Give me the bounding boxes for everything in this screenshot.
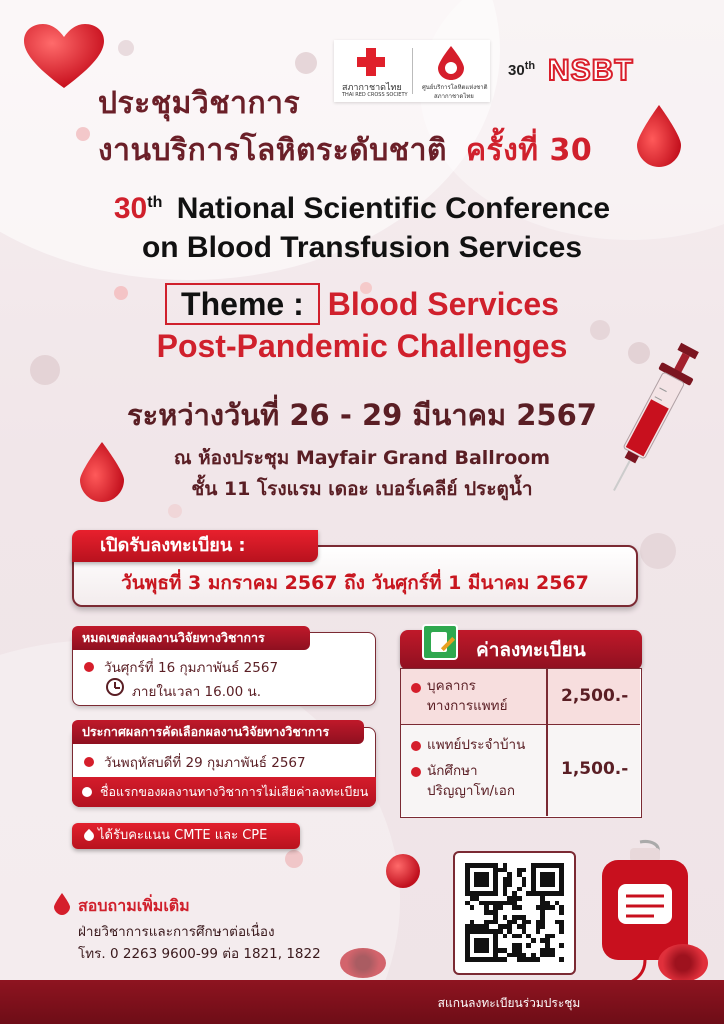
contact-dept: ฝ่ายวิชาการและการศึกษาต่อเนื่อง — [78, 924, 275, 940]
logo-box — [334, 40, 490, 102]
announce-date: วันพฤหัสบดีที่ 29 กุมภาพันธ์ 2567 — [104, 755, 306, 771]
bubble-decoration — [285, 850, 303, 868]
venue-line2: ชั้น 11 โรงแรม เดอะ เบอร์เคลีย์ ประตูน้ำ — [191, 478, 533, 500]
title-en-line2: on Blood Transfusion Services — [141, 231, 583, 264]
blood-drop-icon — [637, 105, 681, 167]
title-th-line2 — [98, 127, 592, 174]
contact-phone: โทร. 0 2263 9600-99 ต่อ 1821, 1822 — [78, 946, 321, 962]
blood-cell-ball — [386, 854, 420, 888]
bubble-decoration — [640, 533, 676, 569]
fee-row2-label-a: แพทย์ประจำบ้าน — [427, 737, 526, 753]
bullet-icon — [411, 683, 421, 693]
venue-line1: ณ ห้องประชุม Mayfair Grand Ballroom — [173, 447, 551, 469]
blood-drop-icon — [80, 442, 124, 502]
bubble-decoration — [76, 127, 90, 141]
qr-code[interactable] — [453, 851, 576, 975]
title-en-number: 30 — [113, 192, 148, 225]
bullet-icon — [411, 741, 421, 751]
clock-icon — [106, 678, 124, 696]
org-name-th: สภากาชาดไทย — [342, 83, 402, 93]
deadline-date: วันศุกร์ที่ 16 กุมภาพันธ์ 2567 — [104, 660, 279, 676]
registration-dates: วันพุธที่ 3 มกราคม 2567 ถึง วันศุกร์ที่ 1 มีนาคม 2567 — [121, 572, 589, 594]
cmte-badge — [72, 823, 300, 849]
qr-code-pattern — [465, 863, 564, 962]
fee-divider — [546, 669, 548, 816]
theme-label: Theme : — [165, 283, 320, 325]
fee-row2-price: 1,500.- — [561, 759, 629, 779]
deadline-tag: หมดเขตส่งผลงานวิจัยทางวิชาการ — [72, 626, 310, 650]
bubble-decoration — [118, 40, 134, 56]
center-name-th: ศูนย์บริการโลหิตแห่งชาติ — [422, 84, 488, 91]
bullet-icon — [84, 757, 94, 767]
fee-row1-label: บุคลากร ทางการแพทย์ — [427, 678, 508, 714]
org-name-en: THAI RED CROSS SOCIETY — [342, 92, 408, 98]
qr-caption: สแกนลงทะเบียนร่วมประชุม — [437, 996, 581, 1010]
announce-tag: ประกาศผลการคัดเลือกผลงานวิจัยทางวิชาการ — [72, 720, 364, 744]
fee-row1-price: 2,500.- — [561, 686, 629, 706]
event-date: ระหว่างวันที่ 26 - 29 มีนาคม 2567 — [127, 398, 597, 432]
deadline-time: ภายในเวลา 16.00 น. — [132, 684, 262, 700]
title-th-main: งานบริการโลหิตระดับชาติ — [98, 133, 447, 168]
red-cross-logo — [357, 57, 385, 67]
title-en-line1 — [0, 192, 724, 226]
fee-header: ค่าลงทะเบียน — [400, 630, 642, 670]
form-icon — [422, 624, 458, 660]
cmte-text: ได้รับคะแนน CMTE และ CPE — [98, 828, 268, 843]
title-th-highlight: ครั้งที่ 30 — [465, 133, 593, 168]
bullet-icon — [411, 767, 421, 777]
title-th-line1: ประชุมวิชาการ — [98, 86, 301, 121]
center-name-th2: สภากาชาดไทย — [434, 93, 474, 100]
theme-line1 — [0, 283, 724, 325]
theme-text1: Blood Services — [327, 286, 559, 322]
bubble-decoration — [295, 52, 317, 74]
bullet-icon — [82, 787, 92, 797]
contact-title: สอบถามเพิ่มเติม — [78, 896, 190, 915]
qr-module — [559, 957, 564, 962]
title-en-sup: th — [147, 194, 163, 211]
nsbt-edition: 30th — [508, 60, 536, 79]
fee-table — [400, 668, 642, 818]
bullet-icon — [84, 662, 94, 672]
registration-tag: เปิดรับลงทะเบียน : — [72, 530, 318, 562]
blood-drop-icon — [54, 893, 70, 915]
fee-row2-label-b: นักศึกษา ปริญญาโท/เอก — [427, 763, 516, 799]
announce-note — [72, 777, 376, 807]
nsbt-logo-text: NSBT — [548, 54, 634, 87]
theme-text2: Post-Pandemic Challenges — [156, 328, 568, 364]
blood-cell — [340, 948, 386, 978]
blood-drop-logo-icon — [438, 46, 464, 80]
heart-icon — [24, 24, 104, 90]
bubble-decoration — [168, 504, 182, 518]
announce-note-text: ชื่อแรกของผลงานทางวิชาการไม่เสียค่าลงทะเบียน — [100, 784, 369, 799]
title-en-text: National Scientific Conference — [176, 192, 611, 225]
blood-cell — [658, 944, 708, 982]
logo-divider — [412, 48, 413, 94]
